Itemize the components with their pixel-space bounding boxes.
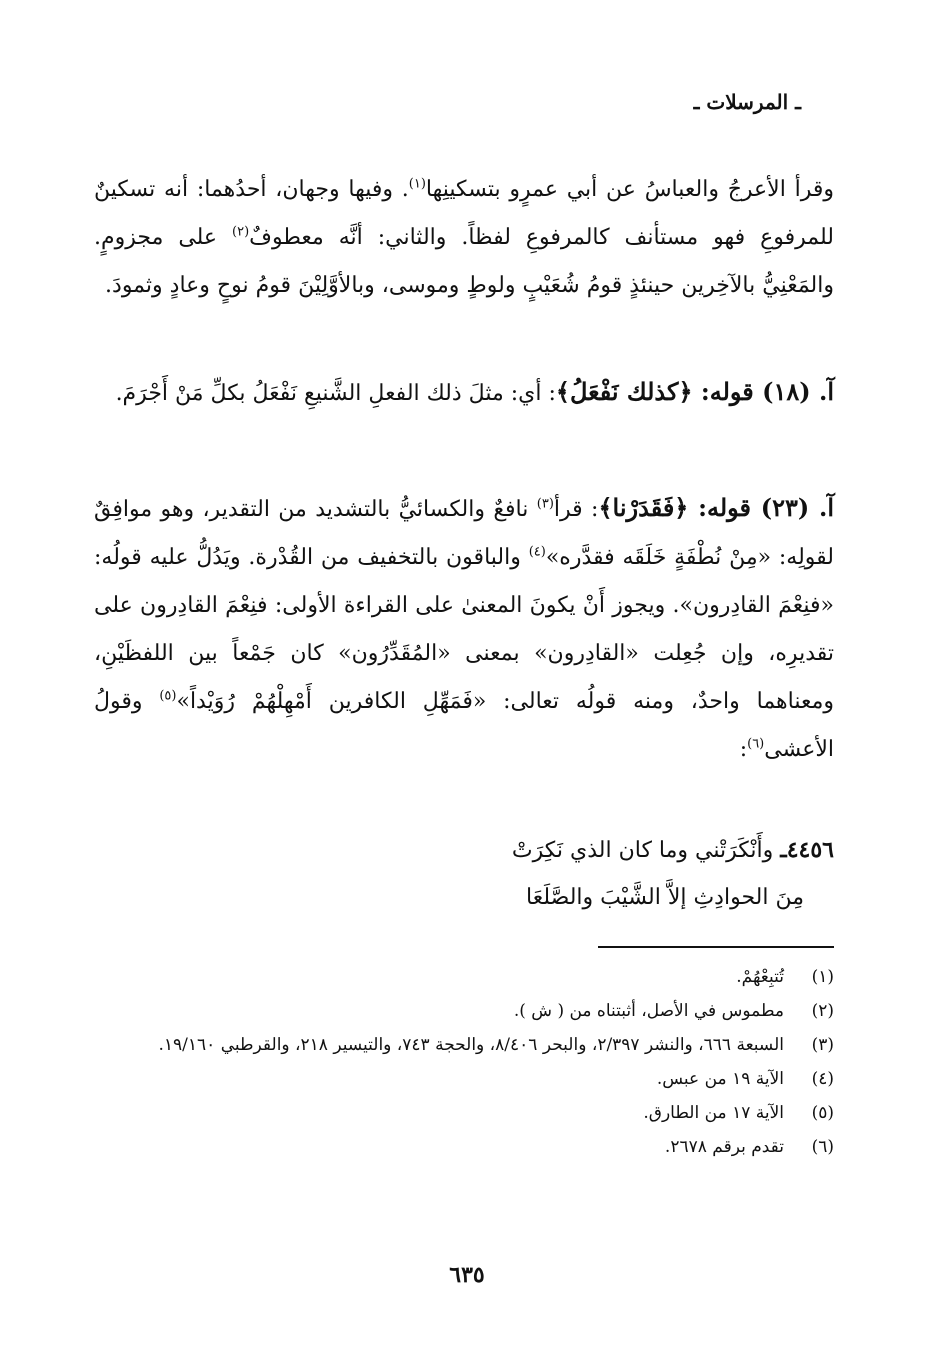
- paragraph-3-text-a: : قرأ: [553, 497, 599, 522]
- page-number: ٦٣٥: [449, 1262, 485, 1288]
- footnote-divider: [598, 946, 834, 948]
- footnote-text: تقدم برقم ٢٦٧٨.: [664, 1137, 784, 1157]
- paragraph-1: [94, 166, 834, 310]
- footnote-number: (١): [811, 967, 834, 987]
- paragraph-2: [94, 368, 834, 418]
- paragraph-3-text-e: :: [739, 737, 748, 762]
- verse-heading-23: آ. (٢٣) قوله: ﴿فَقَدَرْنا﴾: [598, 493, 834, 522]
- footnote-number: (٥): [811, 1103, 834, 1123]
- footnote-text: مطموس في الأصل، أثبتناه من ( ش ).: [513, 1001, 784, 1021]
- footnote-ref-1: (١): [408, 176, 426, 192]
- footnote-number: (٢): [811, 1001, 834, 1021]
- footnote-ref-6: (٦): [747, 736, 765, 752]
- paragraph-3-text-c: والباقون بالتخفيف من القُدْرة. ويَدُلُّ عليه قولُه: «فنِعْمَ القادِرون». ويجوز أَنْ يكونَ المعنىٰ على القراءة الأولى: فنِعْمَ القادِرون على تقديرِه، وإن جُعِلت «القادِرون» بمعنى «المُقَدِّرُون» كان جَمْعاً بين اللفظَيْنِ، ومعناهما واحدٌ، ومنه قولُه تعالى: «فَمَهِّلِ الكافرين أَمْهِلْهُمْ رُوَيْداً»: [94, 545, 835, 714]
- footnote-ref-2: (٢): [232, 224, 250, 240]
- paragraph-1-text-c: على مجزومٍ. والمَعْنِيُّ بالآخِرين حينئذٍ قومُ شُعَيْبٍ ولوطٍ وموسى، وبالأوَّلِيْنَ قومُ نوحٍ وعادٍ وثمودَ.: [94, 225, 834, 298]
- footnote-text: السبعة ٦٦٦، والنشر ٢/٣٩٧، والبحر ٨/٤٠٦، والحجة ٧٤٣، والتيسير ٢١٨، والقرطبي ١٩/١٦٠.: [158, 1035, 784, 1055]
- paragraph-1-text-a: وقرأ الأعرجُ والعباسُ عن أبي عمرٍو بتسكينِها: [425, 177, 834, 202]
- poem-hemistich-2: مِنَ الحوادِثِ إلاَّ الشَّيْبَ والصَّلَعَا: [526, 885, 804, 910]
- footnote-3: [94, 1028, 834, 1062]
- footnote-6: [94, 1130, 834, 1164]
- poem-hemistich-1: وأَنْكَرَتْني وما كان الذي نَكِرَتْ: [511, 838, 774, 863]
- footnote-number: (٦): [811, 1137, 834, 1157]
- footnote-number: (٤): [811, 1069, 834, 1089]
- footnote-5: [94, 1096, 834, 1130]
- footnote-text: الآية ١٧ من الطارق.: [643, 1103, 784, 1123]
- footnote-text: تُتبِعْهُمْ.: [736, 967, 784, 987]
- paragraph-2-text: : أي: مثلَ ذلك الفعلِ الشَّنيعِ نَفْعَلُ بكلِّ مَنْ أَجْرَمَ.: [115, 381, 556, 406]
- paragraph-3: [94, 484, 834, 774]
- footnote-ref-3: (٣): [536, 496, 554, 512]
- paragraph-3-text-d: وقولُ الأعشى: [94, 689, 834, 762]
- footnote-ref-4: (٤): [528, 544, 546, 560]
- verse-heading-18: آ. (١٨) قوله: ﴿كذلك نَفْعَلُ﴾: [555, 377, 834, 406]
- poem-verse-line-1: [94, 826, 834, 875]
- running-title: ـ المرسلات ـ: [693, 90, 801, 114]
- footnote-number: (٣): [811, 1035, 834, 1055]
- footnote-1: [94, 960, 834, 994]
- paragraph-1-text-b: . وفيها وجهان، أحدُهما: أنه تسكينٌ للمرفوعِ فهو مستأنف كالمرفوعِ لفظاً. والثاني: أنَّه معطوفٌ: [94, 177, 834, 250]
- footnote-text: الآية ١٩ من عبس.: [656, 1069, 784, 1089]
- footnote-4: [94, 1062, 834, 1096]
- footnote-2: [94, 994, 834, 1028]
- footnotes: [94, 960, 834, 1164]
- poem-number: ٤٤٥٦ـ: [780, 837, 834, 863]
- footnote-ref-5: (٥): [159, 688, 177, 704]
- paragraph-3-text-b: نافعٌ والكسائيُّ بالتشديد من التقدير، وهو موافِقٌ لقولِه: «مِنْ نُطْفَةٍ خَلَقَه فقدَّره»: [94, 497, 835, 570]
- poem-verse-line-2: [64, 874, 834, 922]
